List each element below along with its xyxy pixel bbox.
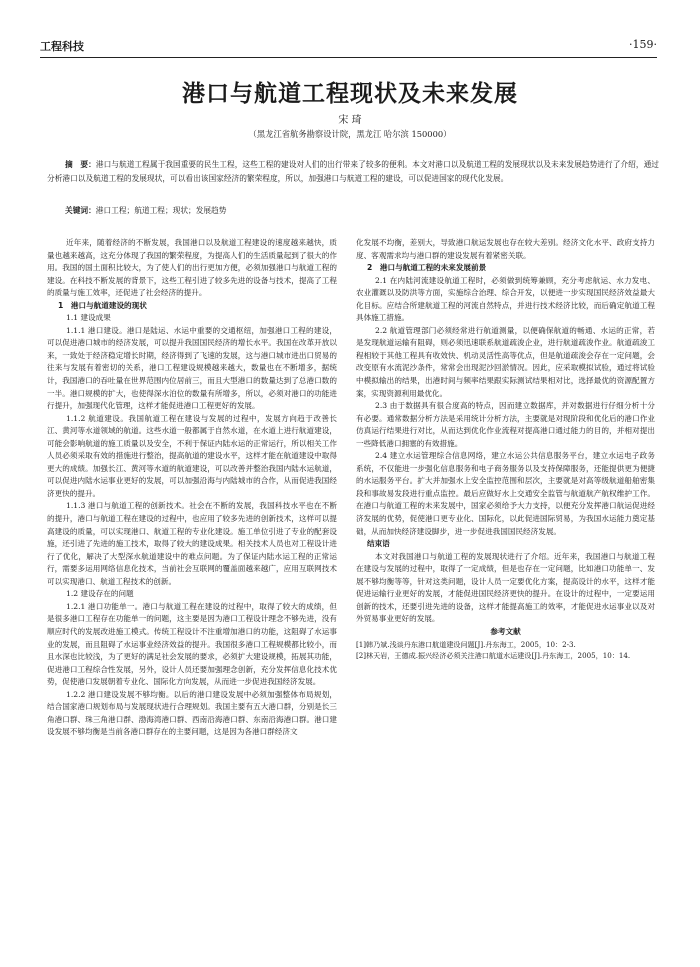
right-column bbox=[356, 237, 655, 662]
paragraph-continued: 化发展不均衡，差别大，导致港口航运发展也存在较大差别。经济文化水平、政府支持力度、客观需求均与港口群的建设发展有着紧密关联。 bbox=[356, 238, 655, 260]
subsection-heading-1-1: 1.1 建设成果 bbox=[66, 313, 111, 323]
intro-paragraph: 近年来，随着经济的不断发展，我国港口以及航道工程建设的速度越来越快，质量也越来越高，这充分体现了我国的繁荣程度，为提高人们的生活质量起到了很大的作用。我国的国土面积比较大，为了使人们的出行更加方便，必须加强港口与航道工程的建设。在科技不断发展的背景下，这些工程引进了较多先进的设备与技术，提高了工程的质量与施工效率，还促进了社会经济的提升。 bbox=[47, 238, 337, 298]
keywords-label: 关键词： bbox=[65, 206, 96, 215]
abstract-text: 港口与航道工程属于我国重要的民生工程，这些工程的建设对人们的出行带来了较多的便利。本文对港口以及航道工程的发展现状以及未来发展趋势进行了介绍，通过分析港口以及航道工程的发展现状，可以看出该国家经济的繁荣程度，所以，加强港口与航道工程的建设，可以促进国家的现代化发展。 bbox=[47, 160, 659, 183]
reference-item: [2]林天岩，王德成.振兴经济必须关注港口航道水运建设[J].丹东海工，2005，10：14. bbox=[356, 651, 631, 661]
paragraph-waterway-construction: 1.1.2 航道建设。我国航道工程在建设与发展的过程中，发展方向趋于改善长江、黄河等水道领域的航道。这些水道一般都属于自然水道，在水道上进行航道建设，可能会影响航道的施工质量以及安全，不利于保证内陆水运的正常运行，所以相关工作人员必须采取有效的措施进行整治，提高航道的建设水平，这样才能在航道建设中取得更大的成绩。加强长江、黄河等水道的航道建设，可以改善并整治我国内陆水运航道，可以促进内陆水运事业更好的发展，可以加强沿海与内陆城市的合作，从而促进我国经济更快的提升。 bbox=[47, 413, 337, 498]
journal-section-name: 工程科技 bbox=[40, 40, 84, 53]
conclusion-heading: 结束语 bbox=[367, 539, 390, 549]
left-column bbox=[47, 237, 337, 739]
subsection-heading-1-2: 1.2 建设存在的问题 bbox=[66, 589, 134, 599]
article-title: 港口与航道工程现状及未来发展 bbox=[182, 81, 518, 107]
section-heading-1: 1 港口与航道建设的现状 bbox=[58, 300, 147, 310]
paragraph-port-construction: 1.1.1 港口建设。港口是陆运、水运中重要的交通枢纽，加强港口工程的建设，可以促进港口城市的经济发展，可以提升我国国民经济的增长水平。我国在改革开放以来，一致处于经济稳定增长时期，经济得到了飞速的发展，这与港口城市进出口贸易的往来与发展有着密切的关系，港口工程建设规模越来越大，数量也在不断增多，据统计，我国港口的吞吐量在世界范围内位居前三，而且大型港口的数量达到了总港口数的一半。港口规模的扩大，也使得深水泊位的数量有所增多，所以，必须对港口的功能进行提升，加强现代化管理，这样才能促进港口工程更好的发展。 bbox=[47, 325, 337, 411]
paragraph-2-4: 2.4 建立水运管理综合信息网络，建立水运公共信息服务平台，建立水运电子政务系统，不仅能进一步强化信息服务和电子商务服务以及支持保障服务，还能提供更为便捷的水运服务平台。扩大并加强水上安全监控范围和层次，主要就是对高等级航道船舶密集段和事故易发段进行重点监控。最后应做好水上交通安全监管与航道航产航权维护工作。在港口与航道工程的未来发展中，国家必须给予大力支持，以便充分发挥港口航运促进经济发展的优势，促使港口更专业化、国际化，以此促进国际贸易，为我国水运能力奠定基础，从而加快经济建设脚步，进一步促进我国国民经济发展。 bbox=[356, 451, 655, 536]
paragraph-2-1: 2.1 在内陆河流建设航道工程时，必须做到统筹兼顾，充分考虑航运、水力发电、农业灌溉以及防洪等方面，实施综合治理、综合开发，以便进一步实现国民经济效益最大化目标。应结合所建航道工程的河流自然特点，并进行技术经济比较，而后确定航道工程具体施工措施。 bbox=[356, 275, 655, 323]
running-header bbox=[40, 38, 657, 56]
keywords bbox=[65, 205, 226, 216]
paragraph-2-2: 2.2 航道管理部门必须经常进行航道测量，以便确保航道的畅通、水运的正常，若是发现航道运输有阻碍，则必须迅速联系航道疏浚企业，进行航道疏浚作业。航道疏浚工程相较于其他工程具有收效快、机动灵活性高等优点，但是航道疏浚会存在一定问题，会改变原有水流泥沙条件，常常会出现泥沙回淤情况。因此，应采取模拟试验，通过将试验中模拟输出的结果，出港时间与频率结果跟实际测试结果相对比，选择最优的资源配置方案，实现资源利用最优化。 bbox=[356, 325, 655, 398]
author-affiliation: （黑龙江省航务勘察设计院，黑龙江 哈尔滨 150000） bbox=[248, 129, 452, 139]
references-heading: 参考文献 bbox=[490, 626, 521, 636]
header-rule bbox=[40, 57, 657, 58]
page-number: ·159· bbox=[629, 38, 657, 51]
reference-item: [1]韩乃斌.浅谈丹东港口航道建设问题[J].丹东海工，2005，10：2-3. bbox=[356, 639, 576, 649]
paragraph-single-function: 1.2.1 港口功能单一。港口与航道工程在建设的过程中，取得了较大的成绩，但是很多港口工程存在功能单一的问题，这主要是因为港口工程设计理念不够先进，没有顺应时代的发展改进施工模式。传统工程设计不注重增加港口的功能，这阻碍了水运事业的发展，而且阻碍了水运事业经济效益的提升。我国很多港口工程规模都比较小，而且水深也比较浅，为了更好的满足社会发展的要求，必须扩大建设规模，拓展其功能，促进港口工程综合性发展，另外，设计人员还要加强理念创新，充分发挥信息化技术优势，促使港口发展朝着专业化、国际化方向发展，从而进一步促进我国经济发展。 bbox=[47, 601, 337, 687]
abstract-label: 摘 要： bbox=[65, 160, 96, 169]
keywords-text: 港口工程；航道工程；现状；发展趋势 bbox=[95, 206, 227, 215]
abstract bbox=[47, 158, 659, 185]
paragraph-2-3: 2.3 由于数据具有很合度高的特点，因而建立数据库，并对数据进行仔细分析十分有必要。通常数据分析方法是采用统计分析方法，主要就是对现阶段和优化后的港口作业仿真运行结果进行对比，从而达到优化作业流程对提高港口通过能力的目的，并相对提出一些降低港口拥塞的有效措施。 bbox=[356, 401, 655, 448]
conclusion-paragraph: 本文对我国港口与航道工程的发展现状进行了介绍。近年来，我国港口与航道工程在建设与发展的过程中，取得了一定成绩，但是也存在一定问题，比如港口功能单一、发展不够均衡等等，针对这类问题，设计人员一定要优化方案，提高设计的水平，这样才能促进运输行业更好的发展，才能促进国民经济更快的提升。在设计的过程中，一定要运用创新的技术，还要引进先进的设备，这样才能提高施工的效率，才能促进水运事业以及对外贸易事业更好的发展。 bbox=[356, 551, 655, 624]
article-author: 宋 琦 bbox=[338, 115, 362, 126]
section-heading-2: 2 港口与航道工程的未来发展前景 bbox=[367, 263, 487, 273]
paragraph-unbalanced-development: 1.2.2 港口建设发展不够均衡。以后的港口建设发展中必须加强整体布局规划，结合国家港口规划布局与发展现状进行合理规划。我国主要有五大港口群，分别是长三角港口群、珠三角港口群、渤海湾港口群、西南沿海港口群、东南沿海港口群。港口建设发展不够均衡是当前各港口群存在的主要问题，这是因为各港口群经济文 bbox=[47, 689, 337, 737]
paragraph-innovation-technology: 1.1.3 港口与航道工程的创新技术。社会在不断的发展，我国科技水平也在不断的提升，港口与航道工程在建设的过程中，也应用了较多先进的创新技术，这样可以提高建设的质量，可以实现港口、航道工程的专业化建设。施工单位引进了专业的配套设施，还引进了先进的施工技术，取得了较大的建设成果。相关技术人员也对工程设计进行了优化，解决了大型深水航道建设中的难点问题。为了保证内陆水运工程的正常运行，需要多运用网络信息化技术，当前社会互联网的覆盖面越来越广，应用互联网技术可以实现港口、航道工程技术的创新。 bbox=[47, 501, 337, 586]
